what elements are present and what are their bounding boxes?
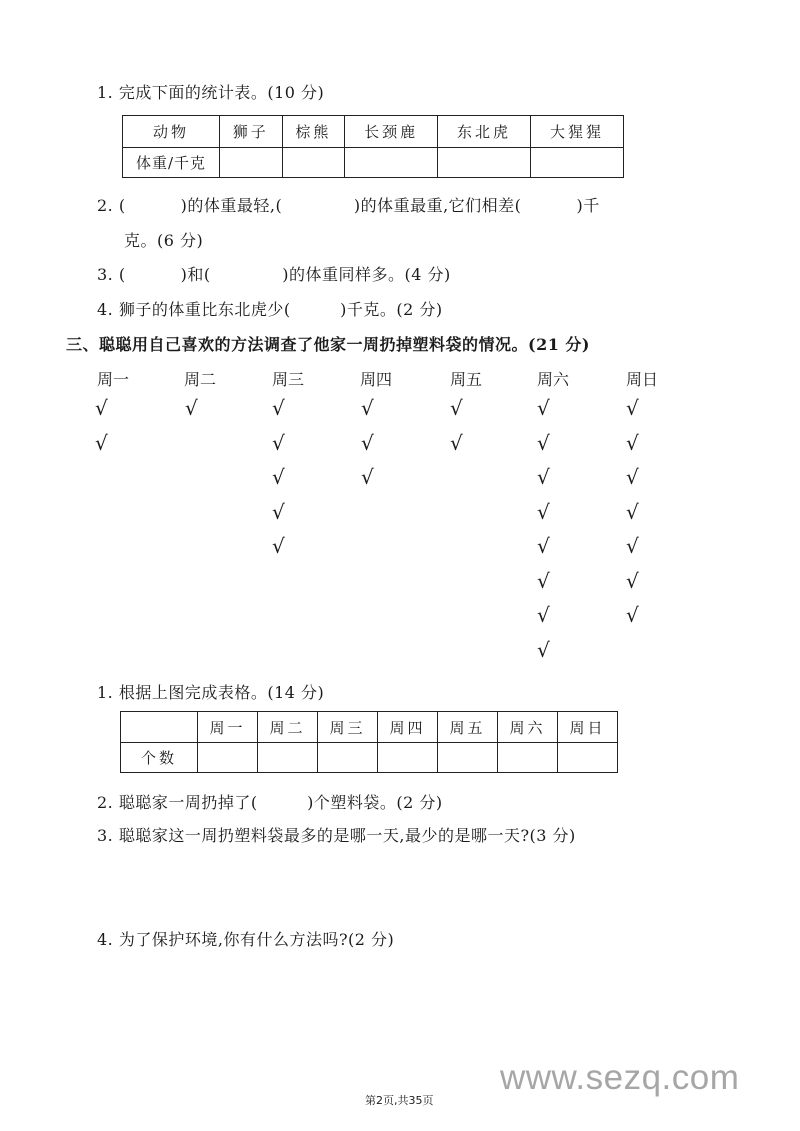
table-header-cell: 周日 xyxy=(558,712,618,743)
check-mark-icon: √ xyxy=(626,499,639,524)
day-label: 周三 xyxy=(272,370,305,389)
check-mark-icon: √ xyxy=(361,465,374,489)
question-1-heading: 1. 完成下面的统计表。(10 分) xyxy=(97,83,325,102)
table-row-label: 体重/千克 xyxy=(123,148,220,178)
check-mark-icon: √ xyxy=(537,499,550,524)
check-mark-icon: √ xyxy=(95,396,108,420)
answer-cell[interactable] xyxy=(438,148,531,178)
section-3-question-2: 2. 聪聪家一周扔掉了( )个塑料袋。(2 分) xyxy=(97,793,443,812)
check-mark-icon: √ xyxy=(185,396,198,420)
table-header-cell: 周六 xyxy=(498,712,558,743)
question-2-line1: 2. ( )的体重最轻,( )的体重最重,它们相差( )千 xyxy=(97,196,600,215)
check-mark-icon: √ xyxy=(626,534,639,558)
question-2-line2: 克。(6 分) xyxy=(124,231,204,250)
check-mark-icon: √ xyxy=(626,430,639,455)
check-mark-icon: √ xyxy=(272,430,285,455)
table-header-cell: 长颈鹿 xyxy=(345,116,438,148)
answer-cell[interactable] xyxy=(318,743,378,773)
answer-cell[interactable] xyxy=(198,743,258,773)
check-mark-icon: √ xyxy=(537,534,550,558)
check-mark-icon: √ xyxy=(272,534,285,558)
check-mark-icon: √ xyxy=(537,430,550,455)
bag-count-table xyxy=(120,711,618,773)
check-mark-icon: √ xyxy=(537,396,550,420)
day-label: 周二 xyxy=(184,370,217,389)
check-mark-icon: √ xyxy=(626,568,639,593)
check-mark-icon: √ xyxy=(272,465,285,489)
watermark: www.sezq.com xyxy=(500,1058,740,1097)
day-label: 周五 xyxy=(450,370,483,389)
day-label: 周日 xyxy=(626,370,659,389)
table-header-cell: 周四 xyxy=(378,712,438,743)
check-mark-icon: √ xyxy=(626,603,639,627)
section-3-question-3: 3. 聪聪家这一周扔塑料袋最多的是哪一天,最少的是哪一天?(3 分) xyxy=(97,826,576,845)
table-header-cell: 动物 xyxy=(123,116,220,148)
check-mark-icon: √ xyxy=(537,465,550,489)
check-mark-icon: √ xyxy=(450,396,463,420)
table-header-cell: 周三 xyxy=(318,712,378,743)
check-mark-icon: √ xyxy=(95,430,108,455)
answer-cell[interactable] xyxy=(345,148,438,178)
answer-cell[interactable] xyxy=(258,743,318,773)
section-3-question-1: 1. 根据上图完成表格。(14 分) xyxy=(97,683,325,702)
check-mark-icon: √ xyxy=(361,430,374,455)
answer-cell[interactable] xyxy=(558,743,618,773)
table-header-cell xyxy=(121,712,198,743)
day-label: 周一 xyxy=(97,370,130,389)
check-mark-icon: √ xyxy=(537,568,550,593)
table-header-cell: 狮子 xyxy=(220,116,283,148)
check-mark-icon: √ xyxy=(361,396,374,420)
check-mark-icon: √ xyxy=(626,465,639,489)
check-mark-icon: √ xyxy=(272,396,285,420)
animal-weight-table xyxy=(122,115,624,178)
question-4: 4. 狮子的体重比东北虎少( )千克。(2 分) xyxy=(97,300,443,319)
answer-cell[interactable] xyxy=(498,743,558,773)
answer-cell[interactable] xyxy=(531,148,624,178)
table-header-cell: 棕熊 xyxy=(282,116,345,148)
day-label: 周四 xyxy=(360,370,393,389)
table-header-cell: 周五 xyxy=(438,712,498,743)
table-row-label: 个数 xyxy=(121,743,198,773)
section-3-question-4: 4. 为了保护环境,你有什么方法吗?(2 分) xyxy=(97,930,395,949)
day-label: 周六 xyxy=(537,370,570,389)
page-number: 第2页,共35页 xyxy=(365,1094,434,1107)
check-mark-icon: √ xyxy=(272,499,285,524)
answer-cell[interactable] xyxy=(282,148,345,178)
section-3-title: 三、聪聪用自己喜欢的方法调查了他家一周扔掉塑料袋的情况。(21 分) xyxy=(66,335,590,354)
table-header-cell: 周一 xyxy=(198,712,258,743)
question-3: 3. ( )和( )的体重同样多。(4 分) xyxy=(97,265,451,284)
check-mark-icon: √ xyxy=(626,396,639,420)
check-mark-icon: √ xyxy=(450,430,463,455)
answer-cell[interactable] xyxy=(220,148,283,178)
check-mark-icon: √ xyxy=(537,603,550,627)
answer-cell[interactable] xyxy=(378,743,438,773)
table-header-cell: 大猩猩 xyxy=(531,116,624,148)
check-mark-icon: √ xyxy=(537,637,550,662)
table-header-cell: 周二 xyxy=(258,712,318,743)
answer-cell[interactable] xyxy=(438,743,498,773)
table-header-cell: 东北虎 xyxy=(438,116,531,148)
